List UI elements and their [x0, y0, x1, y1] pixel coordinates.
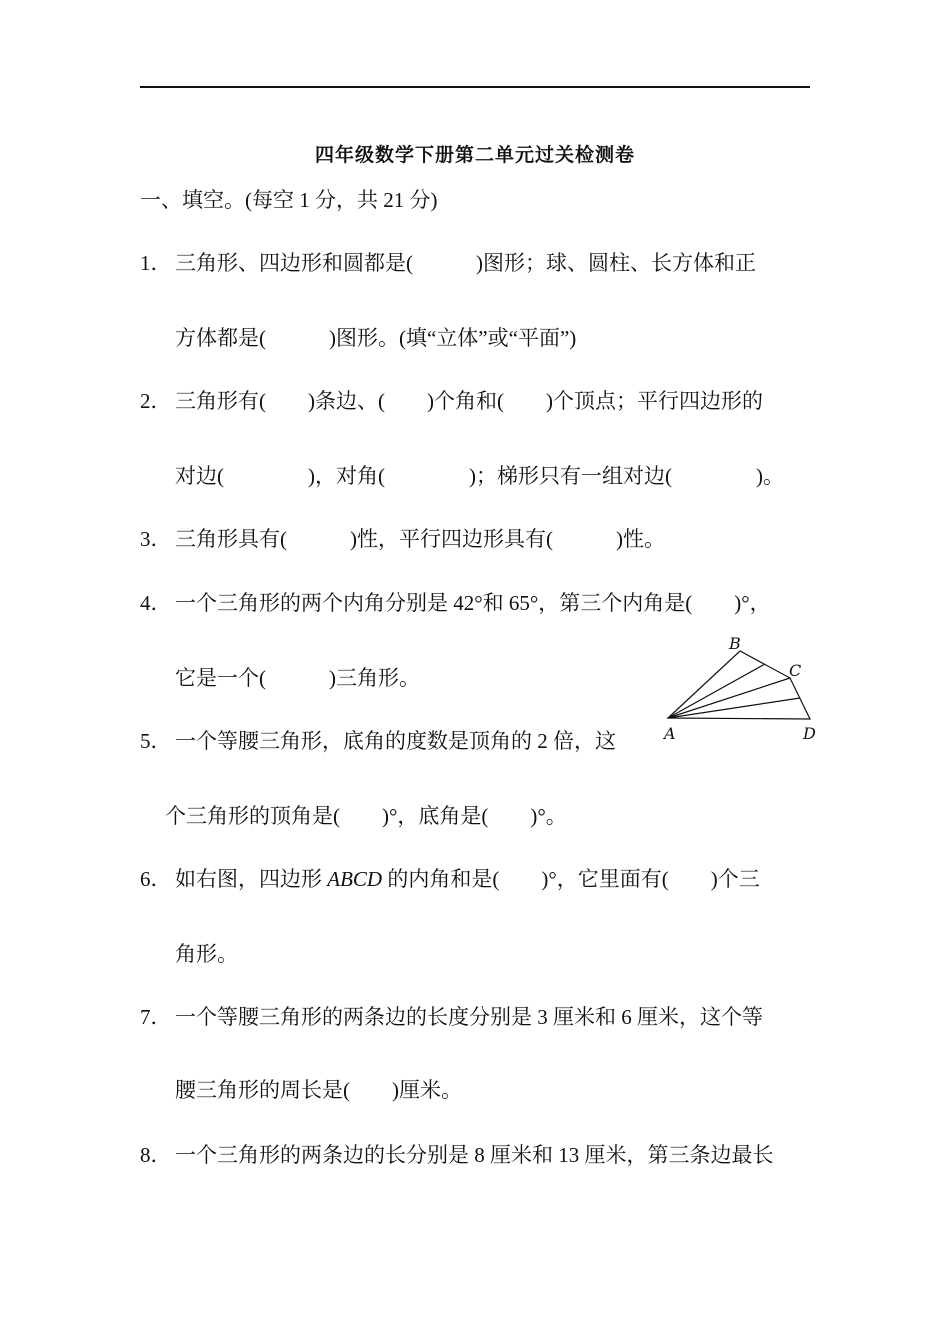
page-title: 四年级数学下册第二单元过关检测卷 [314, 145, 635, 166]
question-text: 一个三角形的两个内角分别是 42°和 65°，第三个内角是( )°， [175, 591, 771, 615]
question-text-cont: 对边( )，对角( )；梯形只有一组对边( )。 [175, 464, 784, 488]
question-number: 6． [140, 867, 172, 891]
quadrilateral-label: ABCD [327, 867, 383, 891]
question-text-part: 的内角和是( )°，它里面有( )个三 [382, 867, 760, 891]
question-text-cont: 它是一个( )三角形。 [175, 666, 420, 690]
question-number: 3． [140, 527, 172, 551]
vertex-label-c: C [789, 661, 802, 680]
quadrilateral-figure [650, 628, 830, 748]
vertex-label-b: B [729, 634, 741, 653]
vertex-label-a: A [664, 724, 676, 743]
vertex-label-d: D [803, 724, 816, 743]
question-number: 2． [140, 389, 172, 413]
section-heading: 一、填空。(每空 1 分，共 21 分) [140, 188, 438, 212]
question-number: 7． [140, 1005, 172, 1029]
question-text-cont: 角形。 [175, 942, 238, 966]
question-number: 5． [140, 729, 172, 753]
question-text-part: 如右图，四边形 [175, 867, 328, 891]
header-rule [140, 86, 810, 88]
question-text-cont: 腰三角形的周长是( )厘米。 [175, 1078, 462, 1102]
question-number: 4． [140, 591, 172, 615]
question-text: 一个等腰三角形，底角的度数是顶角的 2 倍，这 [175, 729, 616, 753]
question-text: 三角形、四边形和圆都是( )图形；球、圆柱、长方体和正 [175, 251, 756, 275]
question-text: 三角形具有( )性，平行四边形具有( )性。 [175, 527, 665, 551]
question-number: 1． [140, 251, 172, 275]
segment-inner-2 [668, 698, 800, 718]
question-text: 一个等腰三角形的两条边的长度分别是 3 厘米和 6 厘米，这个等 [175, 1005, 763, 1029]
question-text: 一个三角形的两条边的长分别是 8 厘米和 13 厘米，第三条边最长 [175, 1143, 774, 1167]
question-text [175, 869, 760, 890]
question-number: 8． [140, 1143, 172, 1167]
question-text: 三角形有( )条边、( )个角和( )个顶点；平行四边形的 [175, 389, 763, 413]
question-text-cont: 个三角形的顶角是( )°，底角是( )°。 [165, 804, 567, 828]
question-text-cont: 方体都是( )图形。(填“立体”或“平面”) [175, 326, 577, 350]
